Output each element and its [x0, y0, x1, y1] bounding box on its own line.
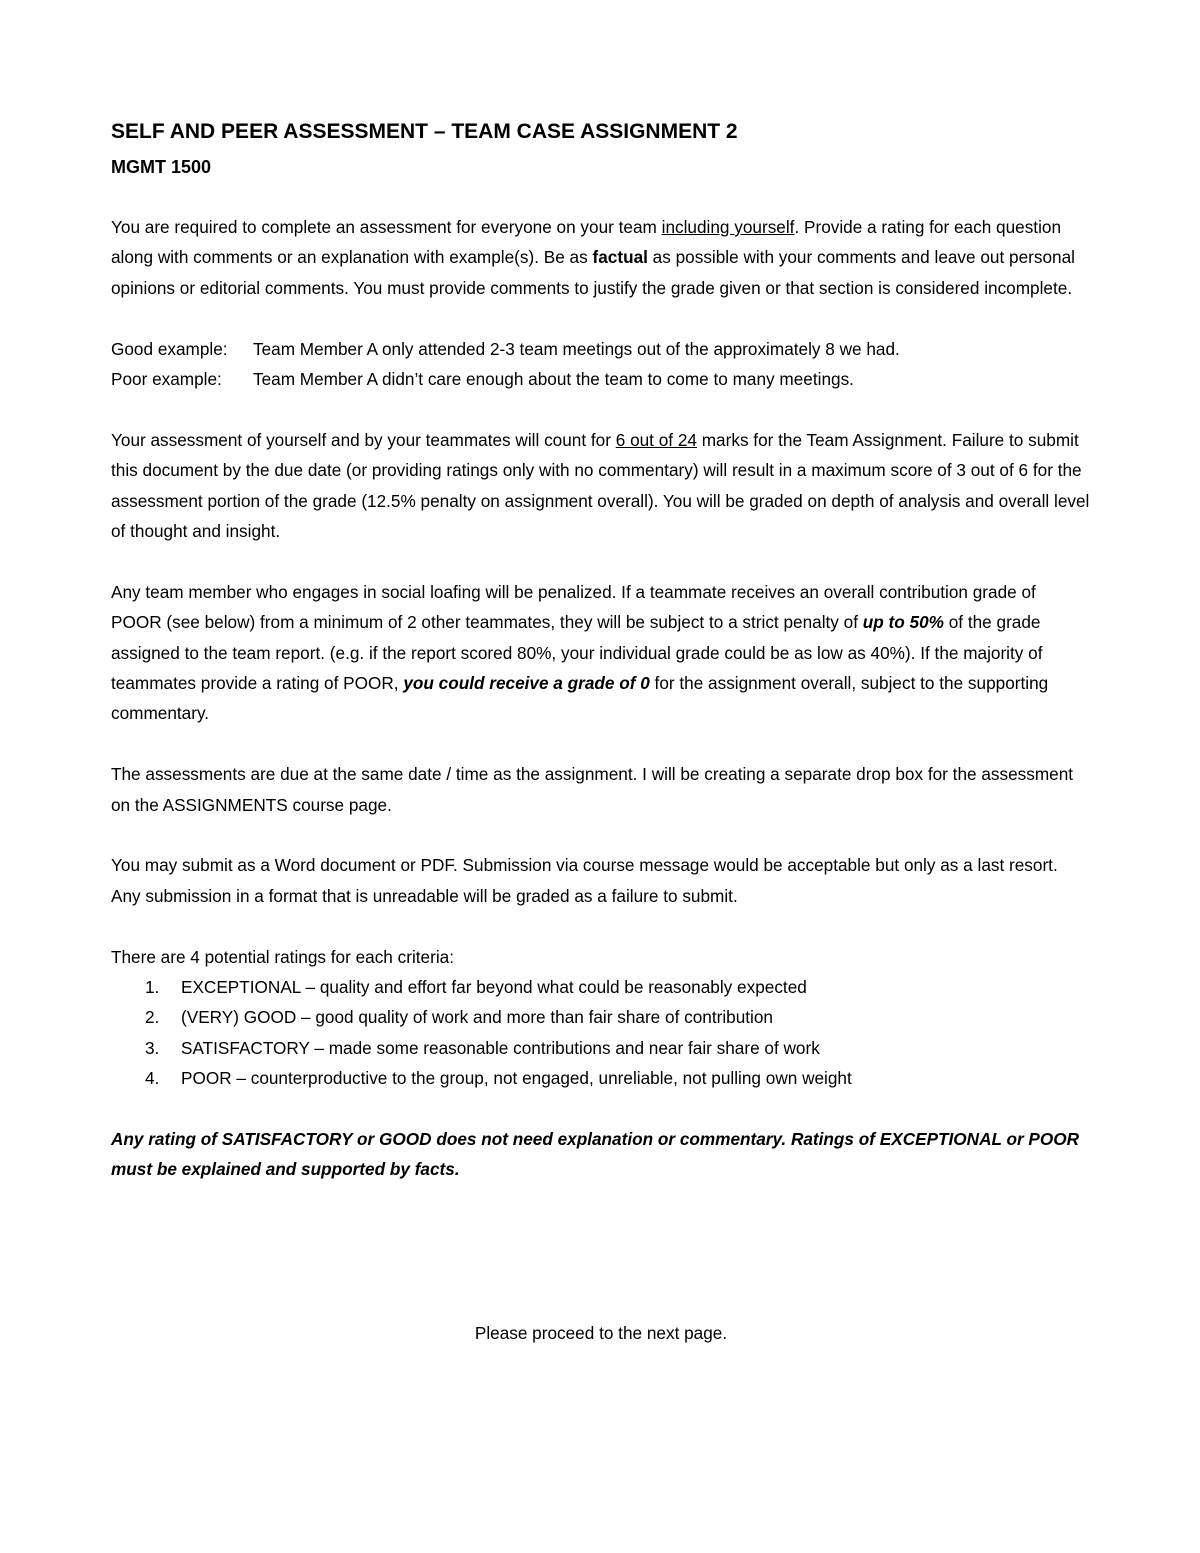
submission-paragraph: You may submit as a Word document or PDF. Submission via course message would be acceptable but only as a last resort. Any submission in a format that is unreadable will be graded as a failure to submit. [111, 855, 1058, 906]
list-item [111, 972, 1091, 1002]
list-item [111, 1063, 1091, 1093]
grade-zero-emphasis: you could receive a grade of 0 [403, 673, 650, 694]
list-text: (VERY) GOOD – good quality of work and more than fair share of contribution [181, 1007, 773, 1028]
good-example-line [111, 334, 1091, 364]
marks-paragraph: Your assessment of yourself and by your teammates will count for 6 out of 24 marks for the Team Assignment. Failure to submit this document by the due date (or providing ratings only with no commentary) will result in a maximum score of 3 out of 6 for the assessment portion of the grade (12.5% penalty on assignment overall). You will be graded on depth of analysis and overall level of thought and insight. [111, 429, 1090, 542]
list-text: POOR – counterproductive to the group, not engaged, unreliable, not pulling own weight [181, 1068, 852, 1089]
list-number: 1. [145, 977, 160, 998]
poor-example-text: Team Member A didn’t care enough about the team to come to many meetings. [253, 369, 854, 390]
underlined-phrase: including yourself [661, 217, 795, 237]
poor-example-line [111, 364, 1091, 394]
rating-note: Any rating of SATISFACTORY or GOOD does not need explanation or commentary. Ratings of EXCEPTIONAL or POOR must be explained and supported by facts. [111, 1129, 1080, 1180]
list-text: SATISFACTORY – made some reasonable contributions and near fair share of work [181, 1037, 820, 1058]
due-date-paragraph: The assessments are due at the same date / time as the assignment. I will be creating a separate drop box for the assessment on the ASSIGNMENTS course page. [111, 764, 1074, 815]
social-loafing-paragraph: Any team member who engages in social loafing will be penalized. If a teammate receives an overall contribution grade of POOR (see below) from a minimum of 2 other teammates, they will be subject to a strict penalty of up to 50% of the grade assigned to the team report. (e.g. if the report scored 80%, your individual grade could be as low as 40%). If the majority of teammates provide a rating of POOR, you could receive a grade of 0 for the assignment overall, subject to the supporting commentary. [111, 581, 1049, 724]
marks-underlined: 6 out of 24 [615, 429, 697, 450]
list-number: 3. [145, 1037, 160, 1058]
course-code: MGMT 1500 [111, 157, 212, 177]
penalty-emphasis: up to 50% [862, 612, 944, 633]
good-example-label: Good example: [111, 338, 228, 359]
closing-line: Please proceed to the next page. [474, 1323, 728, 1343]
list-item [111, 1002, 1091, 1032]
document-page [111, 112, 1091, 1343]
document-title: SELF AND PEER ASSESSMENT – TEAM CASE ASSIGNMENT 2 [111, 120, 738, 143]
list-text: EXCEPTIONAL – quality and effort far beyond what could be reasonably expected [181, 977, 807, 998]
list-number: 2. [145, 1007, 160, 1028]
instructions-paragraph: You are required to complete an assessment for everyone on your team including yourself. Provide a rating for each question along with comments or an explanation with example(s). Be as factual as possible with your comments and leave out personal opinions or editorial comments. You must provide comments to justify the grade given or that section is considered incomplete. [111, 217, 1075, 298]
bold-word: factual [592, 247, 648, 268]
list-number: 4. [145, 1068, 160, 1089]
good-example-text: Team Member A only attended 2-3 team meetings out of the approximately 8 we had. [253, 338, 900, 359]
list-item [111, 1033, 1091, 1063]
ratings-intro: There are 4 potential ratings for each criteria: [111, 946, 454, 967]
ratings-list [111, 972, 1091, 1094]
poor-example-label: Poor example: [111, 369, 222, 390]
